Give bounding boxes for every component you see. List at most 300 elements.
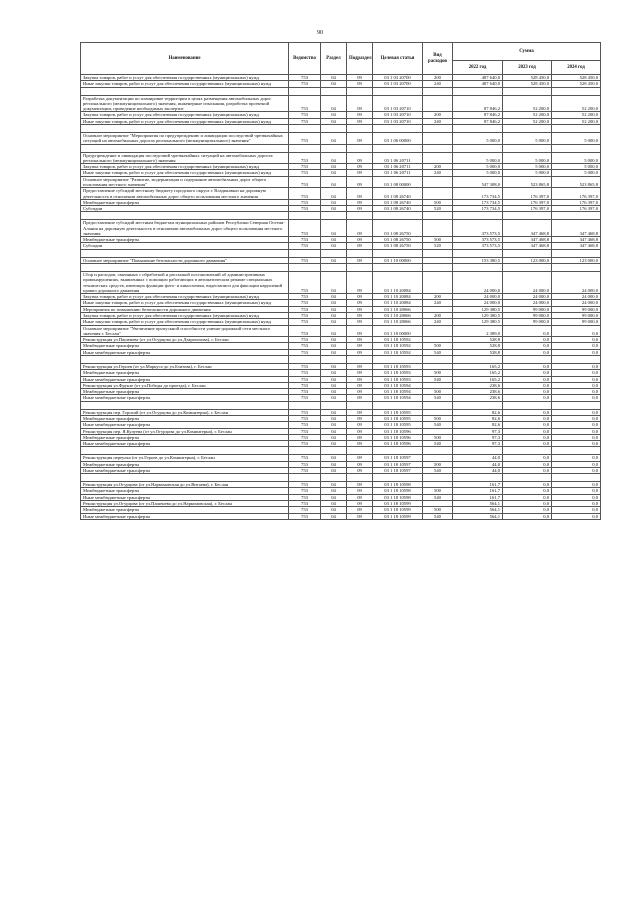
row-name: Межбюджетные трансферты [81, 461, 289, 467]
spacer-cell [503, 212, 552, 220]
row-expense-type: 200 [423, 75, 453, 81]
row-sum-2022: 373 573,5 [453, 243, 503, 249]
spacer-cell [81, 264, 289, 272]
row-section: 04 [321, 409, 347, 415]
spacer-cell [321, 447, 347, 455]
spacer-cell [552, 124, 601, 132]
row-target: 03 1 10 28066 [373, 306, 423, 312]
row-expense-type: 500 [423, 370, 453, 376]
row-section: 04 [321, 507, 347, 513]
row-section: 04 [321, 306, 347, 312]
row-sum-2023: 0,0 [503, 395, 552, 401]
row-target: 03 1 18 10597 [373, 455, 423, 461]
spacer-cell [503, 355, 552, 363]
header-section: Раздел [321, 43, 347, 75]
row-section: 04 [321, 494, 347, 500]
row-section: 04 [321, 81, 347, 87]
spacer-cell [552, 212, 601, 220]
spacer-cell [289, 249, 321, 257]
table-row [81, 513, 601, 519]
spacer-cell [373, 447, 423, 455]
spacer-cell [347, 249, 373, 257]
row-sum-2023: 0,0 [503, 409, 552, 415]
row-sum-2024: 0,0 [552, 376, 601, 382]
row-name: Предоставление субсидий местному бюджету городского округа г. Владикавказ на дорожную деятельность в отношении автомобильных дорог общего пользования местного значения [81, 188, 289, 200]
spacer-cell [373, 144, 423, 152]
row-target: 03 1 03 20710 [373, 95, 423, 112]
spacer-cell [423, 212, 453, 220]
row-sum-2023: 0,0 [503, 343, 552, 349]
row-sum-2023: 0,0 [503, 507, 552, 513]
spacer-cell [453, 87, 503, 95]
row-target: 03 1 08 26750 [373, 220, 423, 237]
row-ministry: 753 [289, 488, 321, 494]
row-sum-2022: 44,0 [453, 461, 503, 467]
row-section: 04 [321, 206, 347, 212]
row-ministry: 753 [289, 257, 321, 263]
row-subsection: 09 [347, 164, 373, 170]
row-name: Основное мероприятие "Повышение безопасности дорожного движения" [81, 257, 289, 263]
row-sum-2022: 129 380,5 [453, 306, 503, 312]
spacer-cell [321, 401, 347, 409]
row-name: Мероприятия по повышению безопасности дорожного движения [81, 306, 289, 312]
row-expense-type: 500 [423, 343, 453, 349]
row-target: 03 1 18 10595 [373, 409, 423, 415]
row-ministry: 753 [289, 319, 321, 325]
row-sum-2022: 97,3 [453, 434, 503, 440]
row-sum-2022: 173 734,5 [453, 199, 503, 205]
row-target: 03 1 03 20710 [373, 118, 423, 124]
row-expense-type: 500 [423, 488, 453, 494]
row-sum-2022: 528,8 [453, 343, 503, 349]
row-ministry: 753 [289, 306, 321, 312]
row-sum-2022: 161,7 [453, 488, 503, 494]
row-subsection: 09 [347, 461, 373, 467]
row-sum-2024: 0,0 [552, 482, 601, 488]
row-ministry: 753 [289, 300, 321, 306]
spacer-cell [81, 474, 289, 482]
row-expense-type: 500 [423, 237, 453, 243]
row-subsection: 09 [347, 343, 373, 349]
row-sum-2024: 0,0 [552, 363, 601, 369]
row-sum-2024: 0,0 [552, 409, 601, 415]
row-name: Межбюджетные трансферты [81, 389, 289, 395]
spacer-cell [289, 144, 321, 152]
spacer-cell [289, 447, 321, 455]
row-section: 04 [321, 349, 347, 355]
row-ministry: 753 [289, 118, 321, 124]
header-subsection: Подраздел [347, 43, 373, 75]
row-sum-2023: 0,0 [503, 363, 552, 369]
row-expense-type [423, 95, 453, 112]
row-sum-2023: 123 000,0 [503, 257, 552, 263]
row-expense-type [423, 132, 453, 144]
spacer-cell [503, 264, 552, 272]
row-sum-2022: 165,2 [453, 370, 503, 376]
row-subsection: 09 [347, 313, 373, 319]
row-expense-type: 540 [423, 349, 453, 355]
spacer-cell [289, 124, 321, 132]
row-section: 04 [321, 382, 347, 388]
row-subsection: 09 [347, 389, 373, 395]
header-2023: 2023 год [503, 61, 552, 75]
row-section: 04 [321, 294, 347, 300]
row-ministry: 753 [289, 434, 321, 440]
header-2024: 2024 год [552, 61, 601, 75]
row-sum-2023: 52 200,0 [503, 118, 552, 124]
row-subsection: 09 [347, 409, 373, 415]
row-sum-2023: 24 000,0 [503, 294, 552, 300]
row-target: 03 1 18 10593 [373, 370, 423, 376]
row-name: Иные межбюджетные трансферты [81, 376, 289, 382]
row-name: Закупка товаров, работ и услуг для обеспечения государственных (муниципальных) нужд [81, 164, 289, 170]
row-section: 04 [321, 513, 347, 519]
row-section: 04 [321, 257, 347, 263]
row-sum-2022: 373 573,5 [453, 237, 503, 243]
row-target: 03 1 18 10593 [373, 363, 423, 369]
row-name: Реконструкция ул.Пашенева (от ул.Огурцова до ул.Дзарахохова), г. Беслан [81, 337, 289, 343]
spacer-cell [453, 249, 503, 257]
spacer-row [81, 264, 601, 272]
row-sum-2022: 97,3 [453, 428, 503, 434]
spacer-cell [423, 124, 453, 132]
row-sum-2023: 528 450,0 [503, 75, 552, 81]
row-subsection: 09 [347, 206, 373, 212]
row-target: 03 1 08 26740 [373, 206, 423, 212]
row-ministry: 753 [289, 363, 321, 369]
spacer-cell [423, 144, 453, 152]
spacer-cell [81, 212, 289, 220]
row-name: Иные межбюджетные трансферты [81, 467, 289, 473]
spacer-cell [453, 124, 503, 132]
row-ministry: 753 [289, 482, 321, 488]
row-ministry: 753 [289, 176, 321, 188]
row-section: 04 [321, 376, 347, 382]
row-sum-2024: 0,0 [552, 382, 601, 388]
row-subsection: 09 [347, 455, 373, 461]
row-ministry: 753 [289, 294, 321, 300]
row-ministry: 753 [289, 343, 321, 349]
row-sum-2022: 165,2 [453, 363, 503, 369]
spacer-cell [373, 249, 423, 257]
spacer-row [81, 124, 601, 132]
row-name: Межбюджетные трансферты [81, 237, 289, 243]
row-subsection: 09 [347, 319, 373, 325]
spacer-cell [321, 474, 347, 482]
spacer-cell [453, 401, 503, 409]
row-sum-2022: 5 000,0 [453, 164, 503, 170]
row-expense-type: 520 [423, 206, 453, 212]
row-section: 04 [321, 188, 347, 200]
row-sum-2023: 176 397,0 [503, 206, 552, 212]
row-sum-2024: 0,0 [552, 434, 601, 440]
row-expense-type: 500 [423, 415, 453, 421]
row-ministry: 753 [289, 188, 321, 200]
row-sum-2022: 528,8 [453, 337, 503, 343]
table-row [81, 272, 601, 294]
spacer-cell [503, 87, 552, 95]
spacer-cell [503, 401, 552, 409]
row-sum-2022: 161,7 [453, 494, 503, 500]
row-ministry: 753 [289, 272, 321, 294]
row-subsection: 09 [347, 152, 373, 164]
row-expense-type: 240 [423, 300, 453, 306]
row-subsection: 09 [347, 118, 373, 124]
row-ministry: 753 [289, 461, 321, 467]
row-sum-2023: 347 468,8 [503, 243, 552, 249]
row-section: 04 [321, 272, 347, 294]
row-subsection: 09 [347, 494, 373, 500]
row-section: 04 [321, 313, 347, 319]
row-target: 03 1 18 10594 [373, 395, 423, 401]
row-target: 03 1 18 10594 [373, 389, 423, 395]
row-section: 04 [321, 343, 347, 349]
row-name: Иные закупки товаров, работ и услуг для обеспечения государственных (муниципальных) нужд [81, 300, 289, 306]
row-sum-2024: 0,0 [552, 441, 601, 447]
row-expense-type: 240 [423, 319, 453, 325]
row-expense-type: 500 [423, 461, 453, 467]
row-sum-2024: 176 397,0 [552, 188, 601, 200]
row-subsection: 09 [347, 199, 373, 205]
row-ministry: 753 [289, 81, 321, 87]
row-sum-2024: 176 397,0 [552, 206, 601, 212]
spacer-cell [347, 474, 373, 482]
row-sum-2023: 0,0 [503, 461, 552, 467]
row-target: 03 1 18 10598 [373, 488, 423, 494]
row-sum-2024: 5 000,0 [552, 164, 601, 170]
row-sum-2023: 5 000,0 [503, 170, 552, 176]
row-ministry: 753 [289, 325, 321, 337]
row-section: 04 [321, 488, 347, 494]
row-sum-2024: 0,0 [552, 467, 601, 473]
row-expense-type: 240 [423, 170, 453, 176]
spacer-cell [453, 447, 503, 455]
row-subsection: 09 [347, 422, 373, 428]
spacer-cell [81, 87, 289, 95]
spacer-cell [503, 144, 552, 152]
spacer-cell [347, 124, 373, 132]
row-subsection: 09 [347, 325, 373, 337]
row-target: 03 1 08 26750 [373, 243, 423, 249]
row-sum-2022: 564,1 [453, 513, 503, 519]
row-target: 03 1 18 10596 [373, 441, 423, 447]
row-name: Реконструкция переулка (от ул.Героев до ул.Коминтерна), г. Беслан [81, 455, 289, 461]
row-sum-2024: 0,0 [552, 370, 601, 376]
row-ministry: 753 [289, 220, 321, 237]
row-section: 04 [321, 199, 347, 205]
row-subsection: 09 [347, 112, 373, 118]
row-target: 03 1 18 10599 [373, 501, 423, 507]
row-ministry: 753 [289, 243, 321, 249]
row-subsection: 09 [347, 95, 373, 112]
row-sum-2022: 24 000,0 [453, 272, 503, 294]
row-sum-2024: 52 200,0 [552, 95, 601, 112]
row-target: 03 1 03 20700 [373, 81, 423, 87]
budget-table [80, 42, 601, 520]
row-sum-2023: 0,0 [503, 488, 552, 494]
header-target: Целевая статья [373, 43, 423, 75]
row-ministry: 753 [289, 152, 321, 164]
row-section: 04 [321, 237, 347, 243]
row-name: Реконструкция ул.Огурцова (от ул.Наркомовская до ул.Витаева), г. Беслан [81, 482, 289, 488]
row-subsection: 09 [347, 441, 373, 447]
row-sum-2024: 0,0 [552, 337, 601, 343]
spacer-cell [347, 144, 373, 152]
row-name: Сбор и расходов, связанных с обработкой и рассылкой постановлений об административных правонарушениях, выявленных с помощью работающих в автоматическом режиме специальных технических средств, имеющих функции фото- и киносъемки, видеозаписи для фиксации нарушений правил дорожного движения [81, 272, 289, 294]
spacer-cell [423, 87, 453, 95]
row-expense-type: 200 [423, 112, 453, 118]
row-subsection: 09 [347, 363, 373, 369]
row-ministry: 753 [289, 206, 321, 212]
row-target: 03 1 18 00000 [373, 325, 423, 337]
row-expense-type: 240 [423, 81, 453, 87]
row-sum-2022: 5 000,0 [453, 170, 503, 176]
row-target: 03 1 18 10593 [373, 376, 423, 382]
spacer-cell [347, 355, 373, 363]
row-section: 04 [321, 434, 347, 440]
spacer-row [81, 401, 601, 409]
spacer-cell [373, 264, 423, 272]
row-section: 04 [321, 112, 347, 118]
row-section: 04 [321, 389, 347, 395]
row-expense-type: 500 [423, 389, 453, 395]
row-sum-2023: 0,0 [503, 415, 552, 421]
row-expense-type: 520 [423, 243, 453, 249]
row-subsection: 09 [347, 428, 373, 434]
page-number: 90 [317, 30, 323, 36]
row-sum-2023: 52 200,0 [503, 112, 552, 118]
row-ministry: 753 [289, 112, 321, 118]
row-expense-type: 540 [423, 513, 453, 519]
row-section: 04 [321, 461, 347, 467]
row-name: Межбюджетные трансферты [81, 343, 289, 349]
row-name: Закупка товаров, работ и услуг для обеспечения государственных (муниципальных) нужд [81, 112, 289, 118]
row-ministry: 753 [289, 237, 321, 243]
row-name: Субсидии [81, 206, 289, 212]
row-name: Реконструкция ул.Фрунзе (от ул.Победы до проезда), г. Беслан [81, 382, 289, 388]
row-ministry: 753 [289, 75, 321, 81]
row-name: Иные межбюджетные трансферты [81, 494, 289, 500]
table-row [81, 95, 601, 112]
row-sum-2023: 0,0 [503, 370, 552, 376]
row-name: Иные межбюджетные трансферты [81, 513, 289, 519]
row-ministry: 753 [289, 199, 321, 205]
row-ministry: 753 [289, 395, 321, 401]
row-sum-2023: 176 397,0 [503, 188, 552, 200]
row-name: Иные межбюджетные трансферты [81, 349, 289, 355]
row-sum-2024: 523 865,8 [552, 176, 601, 188]
row-expense-type: 540 [423, 376, 453, 382]
row-ministry: 753 [289, 389, 321, 395]
row-sum-2024: 52 200,0 [552, 118, 601, 124]
spacer-cell [347, 212, 373, 220]
row-expense-type: 240 [423, 118, 453, 124]
row-sum-2023: 176 397,0 [503, 199, 552, 205]
row-target: 03 1 06 20711 [373, 170, 423, 176]
row-sum-2024: 0,0 [552, 349, 601, 355]
row-expense-type: 500 [423, 199, 453, 205]
row-sum-2024: 0,0 [552, 389, 601, 395]
row-sum-2023: 99 000,0 [503, 306, 552, 312]
row-subsection: 09 [347, 257, 373, 263]
row-sum-2024: 0,0 [552, 488, 601, 494]
row-name: Разработка документации по планировке территории в целях размещения автомобильных дорог регионального (межмуниципального) значения, инженерные изыскания, разработка проектной документации, проведение необходимых экспертиз [81, 95, 289, 112]
row-sum-2022: 487 640,0 [453, 81, 503, 87]
row-expense-type [423, 152, 453, 164]
row-sum-2023: 0,0 [503, 428, 552, 434]
row-subsection: 09 [347, 272, 373, 294]
table-row [81, 220, 601, 237]
row-sum-2022: 24 000,0 [453, 294, 503, 300]
row-section: 04 [321, 170, 347, 176]
row-sum-2023: 0,0 [503, 349, 552, 355]
row-sum-2022: 5 000,0 [453, 152, 503, 164]
row-name: Предоставление субсидий местным бюджетам муниципальных районов Республики Северная Осетия-Алания на дорожную деятельность в отношении автомобильных дорог общего пользования местного значения [81, 220, 289, 237]
row-section: 04 [321, 395, 347, 401]
row-name: Иные межбюджетные трансферты [81, 395, 289, 401]
row-subsection: 09 [347, 376, 373, 382]
header-name: Наименование [81, 43, 289, 75]
spacer-cell [81, 401, 289, 409]
row-subsection: 09 [347, 382, 373, 388]
spacer-row [81, 249, 601, 257]
spacer-cell [423, 355, 453, 363]
row-section: 04 [321, 370, 347, 376]
row-expense-type [423, 176, 453, 188]
spacer-cell [503, 447, 552, 455]
row-sum-2023: 0,0 [503, 513, 552, 519]
row-name: Закупка товаров, работ и услуг для обеспечения государственных (муниципальных) нужд [81, 313, 289, 319]
row-sum-2023: 347 468,8 [503, 237, 552, 243]
row-sum-2023: 99 000,0 [503, 319, 552, 325]
row-sum-2024: 0,0 [552, 507, 601, 513]
row-sum-2024: 99 000,0 [552, 319, 601, 325]
row-subsection: 09 [347, 349, 373, 355]
row-sum-2022: 2 389,0 [453, 325, 503, 337]
row-target: 03 1 18 10592 [373, 343, 423, 349]
spacer-cell [503, 124, 552, 132]
row-name: Закупка товаров, работ и услуг для обеспечения государственных (муниципальных) нужд [81, 294, 289, 300]
table-row [81, 176, 601, 188]
spacer-row [81, 212, 601, 220]
spacer-cell [289, 355, 321, 363]
row-section: 04 [321, 95, 347, 112]
row-sum-2024: 0,0 [552, 415, 601, 421]
row-expense-type: 200 [423, 294, 453, 300]
row-sum-2022: 238,6 [453, 395, 503, 401]
row-ministry: 753 [289, 370, 321, 376]
spacer-cell [373, 212, 423, 220]
spacer-cell [289, 401, 321, 409]
spacer-cell [373, 474, 423, 482]
row-target: 03 1 10 28066 [373, 313, 423, 319]
row-sum-2024: 52 200,0 [552, 112, 601, 118]
spacer-row [81, 355, 601, 363]
spacer-cell [347, 401, 373, 409]
row-section: 04 [321, 243, 347, 249]
header-sum: Сумма [453, 43, 601, 61]
spacer-cell [453, 144, 503, 152]
row-sum-2024: 99 000,0 [552, 313, 601, 319]
row-subsection: 09 [347, 337, 373, 343]
row-expense-type [423, 220, 453, 237]
row-subsection: 09 [347, 415, 373, 421]
row-expense-type: 540 [423, 467, 453, 473]
row-expense-type: 540 [423, 395, 453, 401]
spacer-cell [321, 87, 347, 95]
spacer-row [81, 474, 601, 482]
row-ministry: 753 [289, 513, 321, 519]
